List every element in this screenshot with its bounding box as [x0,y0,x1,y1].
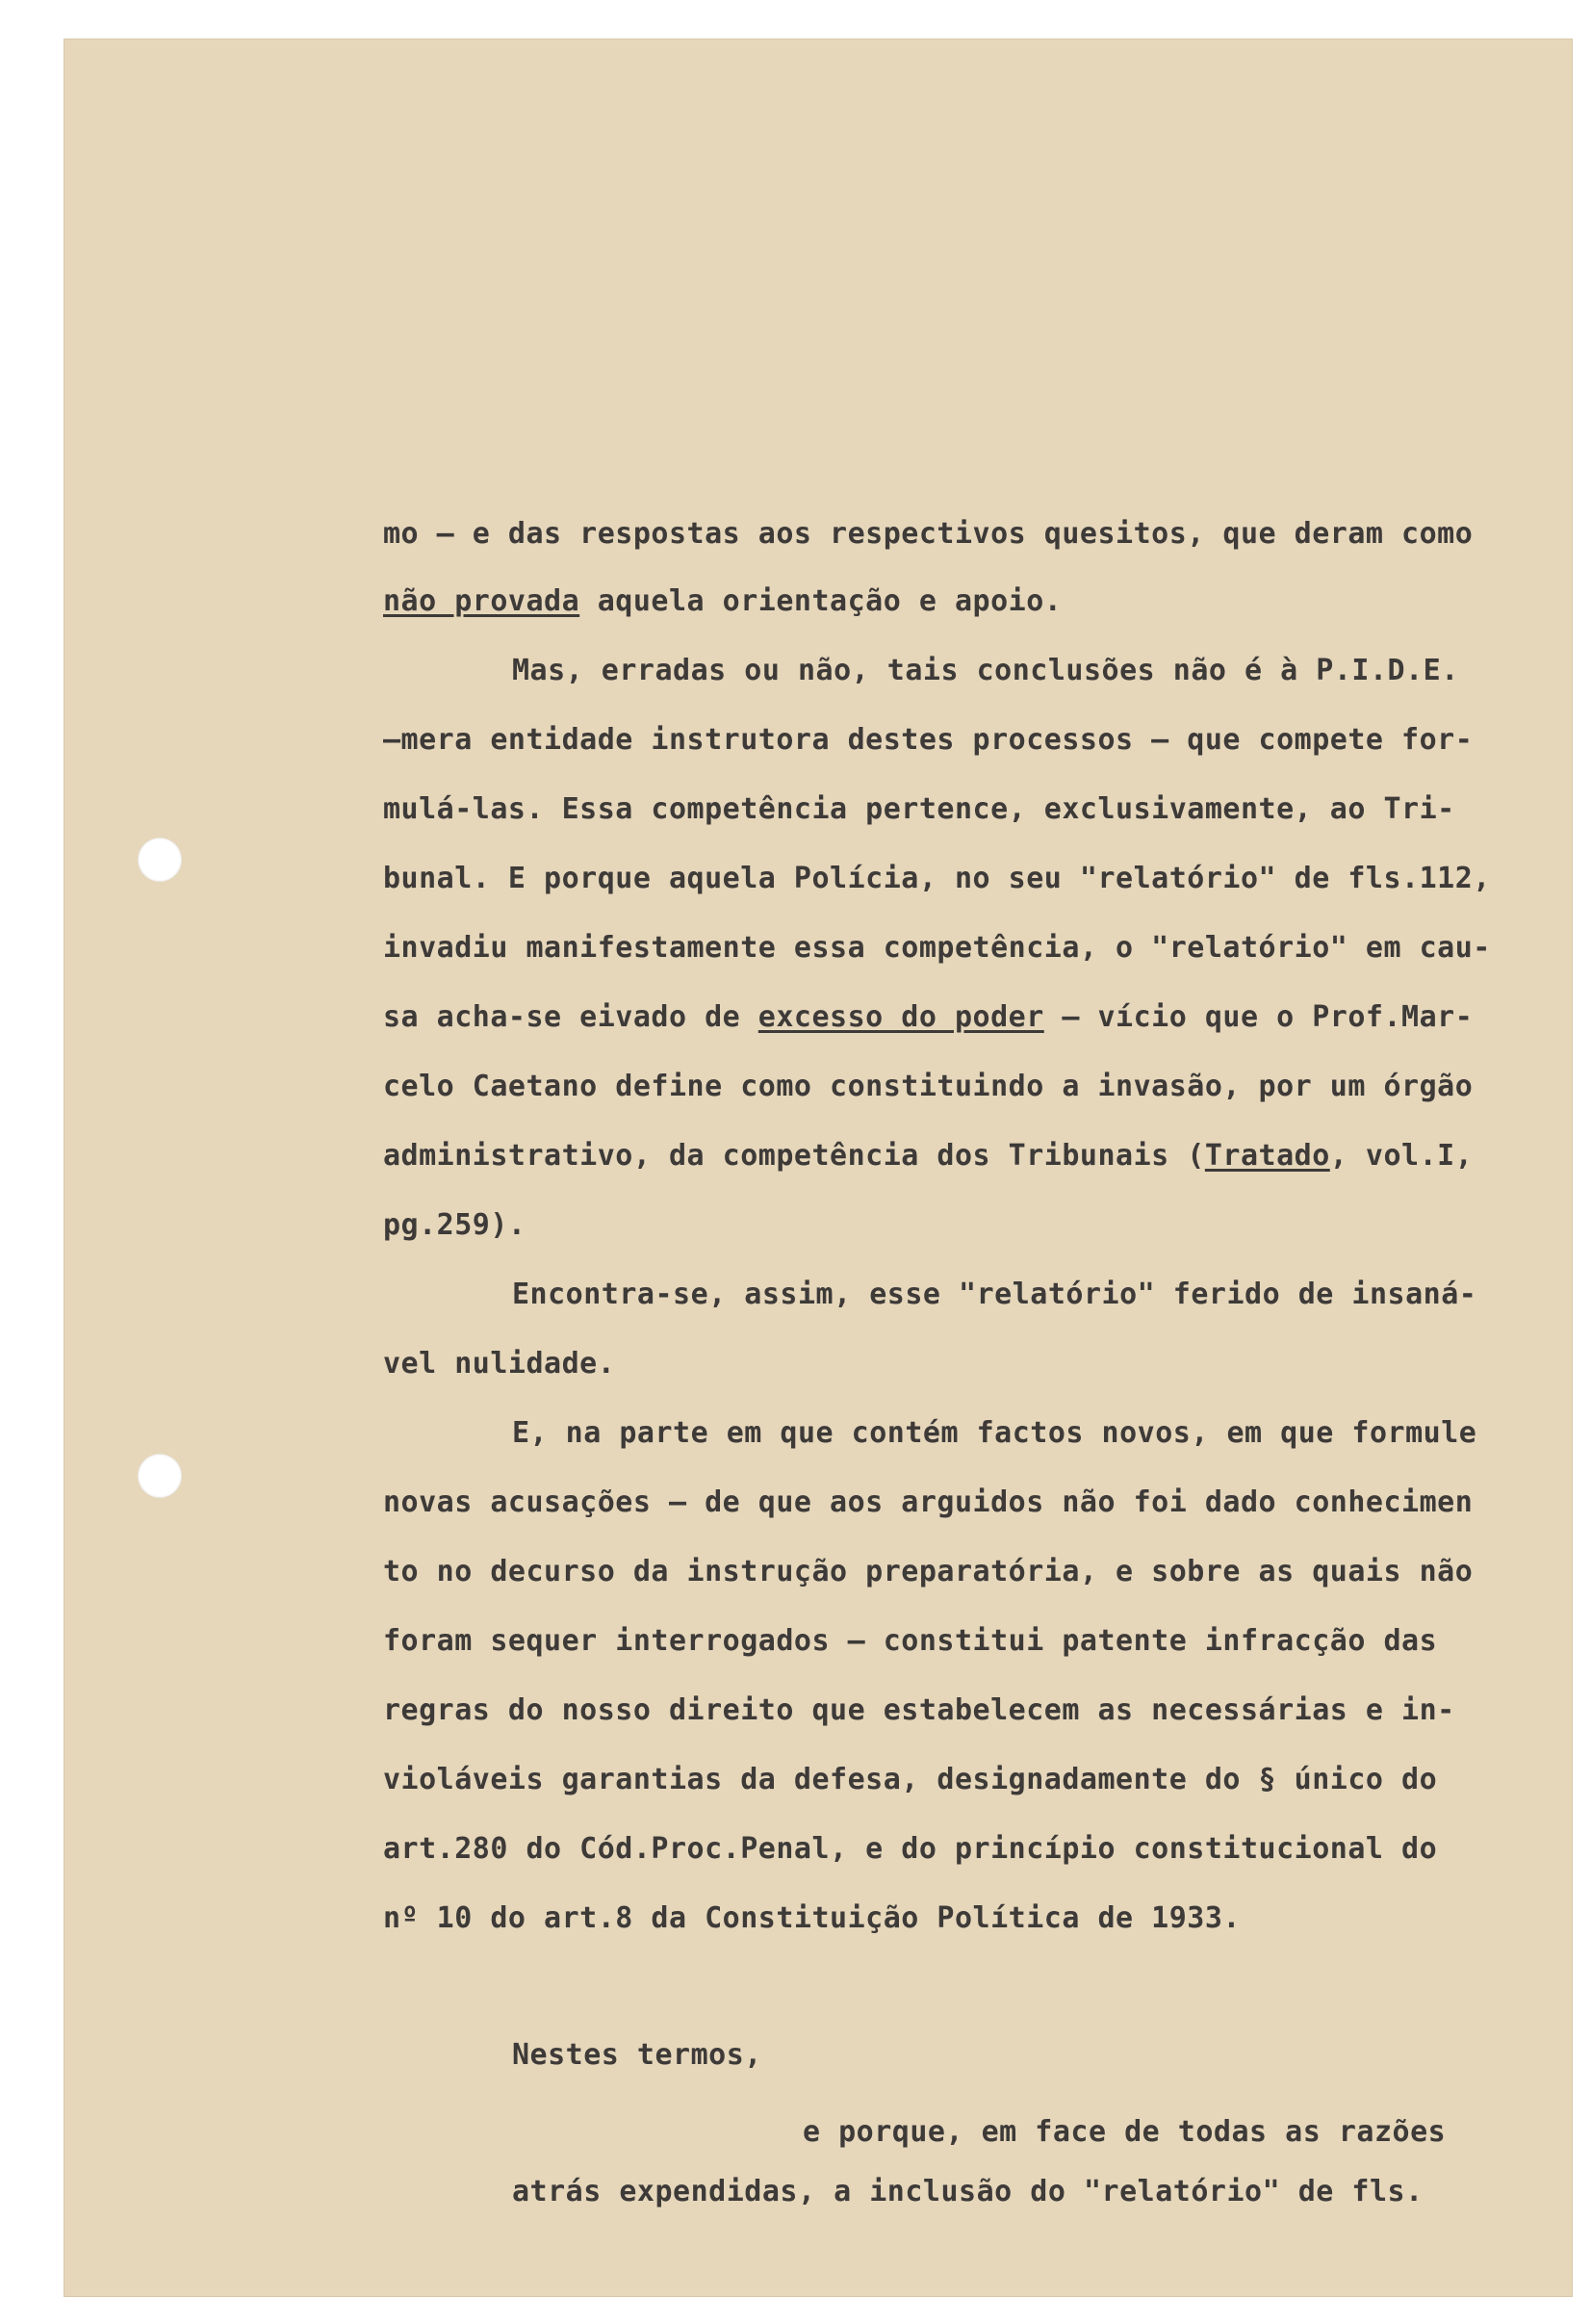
text-line: e porque, em face de todas as razões [803,2115,1447,2149]
text-line: Mas, erradas ou não, tais conclusões não é à P.I.D.E. [512,654,1459,687]
text-line: mulá-las. Essa competência pertence, exclusivamente, ao Tri- [383,792,1455,826]
text-line: to no decurso da instrução preparatória, e sobre as quais não [383,1555,1474,1588]
text-line: violáveis garantias da defesa, designadamente do § único do [383,1763,1438,1796]
text-line: celo Caetano define como constituindo a invasão, por um órgão [383,1070,1474,1103]
text-line: vel nulidade. [383,1347,616,1381]
underlined-phrase: excesso do poder [757,1000,1044,1034]
text-line: novas acusações — de que aos arguidos não foi dado conhecimen [383,1485,1474,1519]
text-line: administrativo, da competência dos Tribunais (Tratado, vol.I, [383,1139,1474,1173]
text-line: foram sequer interrogados — constitui patente infracção das [383,1624,1438,1658]
underlined-phrase: não provada [383,584,580,618]
text-line: regras do nosso direito que estabelecem as necessárias e in- [383,1693,1455,1727]
text-line: art.280 do Cód.Proc.Penal, e do princípio constitucional do [383,1832,1438,1866]
text-line: mo — e das respostas aos respectivos quesitos, que deram como [383,517,1474,551]
text-line: bunal. E porque aquela Polícia, no seu "relatório" de fls.112, [383,862,1491,895]
punch-hole [138,1454,182,1498]
text-line: invadiu manifestamente essa competência, o "relatório" em cau- [383,931,1491,965]
text-line: não provada aquela orientação e apoio. [383,584,1063,618]
text-line: nº 10 do art.8 da Constituição Política de 1933. [383,1901,1241,1935]
text-line: Encontra-se, assim, esse "relatório" ferido de insaná- [512,1278,1477,1311]
underlined-phrase: Tratado [1204,1139,1330,1173]
text-line: E, na parte em que contém factos novos, em que formule [512,1416,1477,1450]
punch-hole [138,838,182,882]
text-line: atrás expendidas, a inclusão do "relatório" de fls. [512,2175,1424,2208]
text-line: sa acha-se eivado de excesso do poder — vício que o Prof.Mar- [383,1000,1474,1034]
text-line: —mera entidade instrutora destes processos — que compete for- [383,723,1474,757]
text-line: pg.259). [383,1208,526,1242]
text-line: Nestes termos, [512,2038,762,2072]
